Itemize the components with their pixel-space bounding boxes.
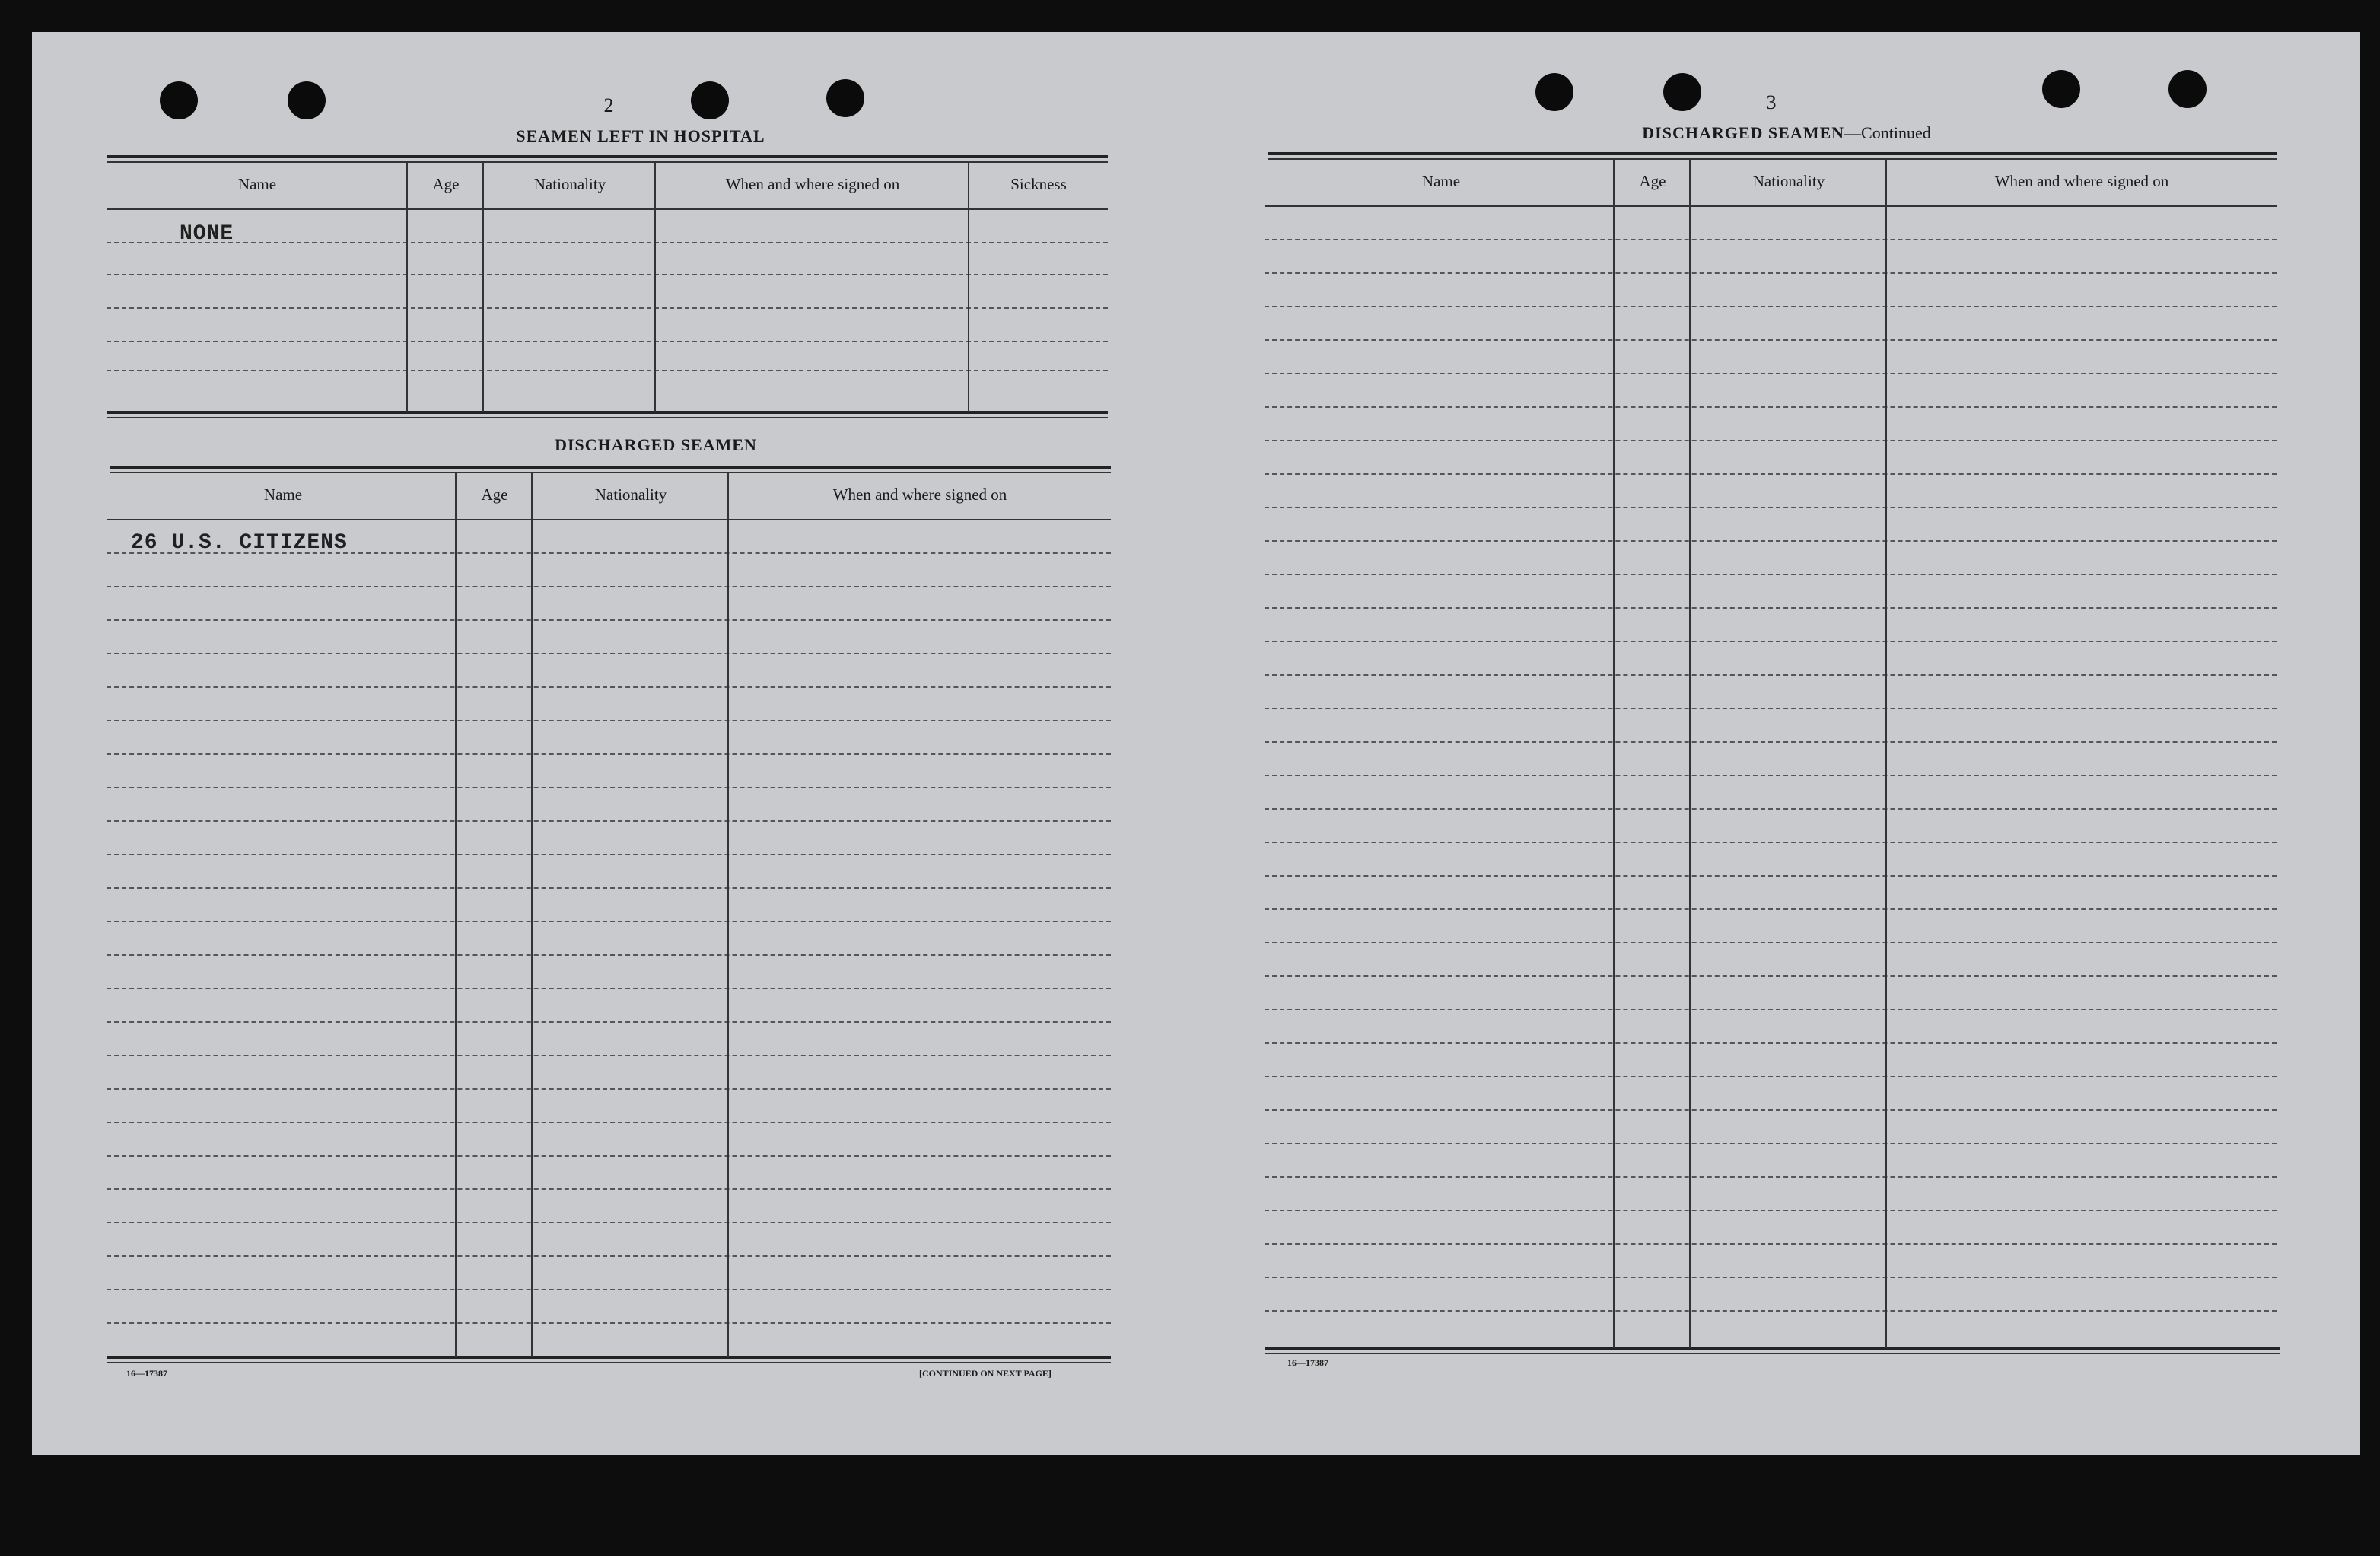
title-main: DISCHARGED SEAMEN xyxy=(1642,123,1845,142)
title-continued: —Continued xyxy=(1844,123,1931,142)
ruled-row-line xyxy=(1265,674,2277,676)
ruled-row-line xyxy=(107,1055,1111,1056)
ruled-row-line xyxy=(1265,775,2277,776)
ruled-row-line xyxy=(107,921,1111,922)
ruled-row-line xyxy=(1265,1109,2277,1111)
ruled-row-line xyxy=(1265,1009,2277,1010)
ruled-row-line xyxy=(1265,1210,2277,1211)
punch-hole xyxy=(826,79,864,117)
ruled-row-line xyxy=(1265,1042,2277,1044)
discharged-entry: 26 U.S. CITIZENS xyxy=(131,531,348,555)
ruled-row-line xyxy=(107,1289,1111,1290)
ruled-row-line xyxy=(107,1222,1111,1223)
ruled-row-line xyxy=(1265,339,2277,341)
ruled-row-line xyxy=(1265,473,2277,475)
ruled-row-line xyxy=(1265,842,2277,843)
ruled-row-line xyxy=(107,753,1111,755)
ruled-row-line xyxy=(107,1021,1111,1023)
ruled-row-line xyxy=(1265,1176,2277,1178)
ruled-row-line xyxy=(1265,641,2277,642)
ruled-row-line xyxy=(107,1188,1111,1190)
discharged-continued-title xyxy=(1482,123,2091,143)
ruled-row-line xyxy=(1265,875,2277,877)
ruled-row-line xyxy=(1265,942,2277,943)
ruled-row-line xyxy=(1265,574,2277,575)
column-header-signed-on: When and where signed on xyxy=(1994,172,2169,190)
column-header-age: Age xyxy=(1639,172,1666,190)
ruled-row-line xyxy=(1265,1243,2277,1245)
column-header-age: Age xyxy=(432,175,460,193)
ruled-row-line xyxy=(1265,708,2277,709)
ruled-row-line xyxy=(1265,808,2277,810)
ruled-row-line xyxy=(107,887,1111,889)
ruled-row-line xyxy=(1265,1310,2277,1312)
ruled-row-line xyxy=(107,820,1111,822)
ruled-row-line xyxy=(107,653,1111,654)
ruled-row-line xyxy=(1265,540,2277,542)
ruled-row-line xyxy=(1265,507,2277,508)
ruled-row-line xyxy=(1265,741,2277,743)
ruled-row-line xyxy=(1265,272,2277,274)
ruled-row-line xyxy=(1265,908,2277,910)
ruled-row-line xyxy=(107,1255,1111,1257)
ruled-row-line xyxy=(107,954,1111,956)
hospital-entry: NONE xyxy=(180,222,234,246)
page-number: 3 xyxy=(1766,91,1777,113)
punch-hole xyxy=(1535,73,1573,111)
hospital-section-title: SEAMEN LEFT IN HOSPITAL xyxy=(516,126,765,145)
column-header-signed-on: When and where signed on xyxy=(725,175,900,193)
continued-note: [CONTINUED ON NEXT PAGE] xyxy=(919,1368,1052,1379)
column-header-sickness: Sickness xyxy=(1010,175,1067,193)
ruled-row-line xyxy=(1265,975,2277,977)
ruled-row-line xyxy=(107,988,1111,989)
document-sheet xyxy=(32,32,2360,1455)
discharged-section-title: DISCHARGED SEAMEN xyxy=(555,435,757,454)
ruled-row-line xyxy=(1265,306,2277,307)
form-number: 16—17387 xyxy=(126,1368,167,1379)
ruled-row-line xyxy=(107,619,1111,621)
ruled-row-line xyxy=(107,1122,1111,1123)
punch-hole xyxy=(1663,73,1701,111)
column-header-name: Name xyxy=(263,485,303,504)
punch-hole xyxy=(2168,70,2207,108)
ruled-row-line xyxy=(107,1155,1111,1157)
ruled-row-line xyxy=(1265,440,2277,441)
punch-hole xyxy=(160,81,198,119)
column-header-nationality: Nationality xyxy=(594,485,667,504)
ruled-row-line xyxy=(1265,1143,2277,1144)
page-number: 2 xyxy=(603,94,614,116)
column-header-age: Age xyxy=(481,485,508,504)
ruled-row-line xyxy=(1265,406,2277,408)
ruled-row-line xyxy=(107,586,1111,587)
ruled-row-line xyxy=(1265,607,2277,609)
column-header-nationality: Nationality xyxy=(1752,172,1825,190)
ruled-row-line xyxy=(107,1322,1111,1324)
ruled-row-line xyxy=(107,1088,1111,1090)
column-header-nationality: Nationality xyxy=(533,175,606,193)
punch-hole xyxy=(288,81,326,119)
ruled-row-line xyxy=(1265,1277,2277,1278)
ruled-row-line xyxy=(107,720,1111,721)
ruled-row-line xyxy=(1265,1076,2277,1077)
column-header-name: Name xyxy=(1421,172,1461,190)
ruled-row-line xyxy=(107,686,1111,688)
ruled-row-line xyxy=(107,787,1111,788)
punch-hole xyxy=(691,81,729,119)
ruled-row-line xyxy=(1265,373,2277,374)
form-number: 16—17387 xyxy=(1287,1357,1328,1368)
column-header-name: Name xyxy=(237,175,277,193)
punch-hole xyxy=(2042,70,2080,108)
ruled-row-line xyxy=(107,854,1111,855)
column-header-signed-on: When and where signed on xyxy=(832,485,1007,504)
ruled-row-line xyxy=(1265,239,2277,240)
